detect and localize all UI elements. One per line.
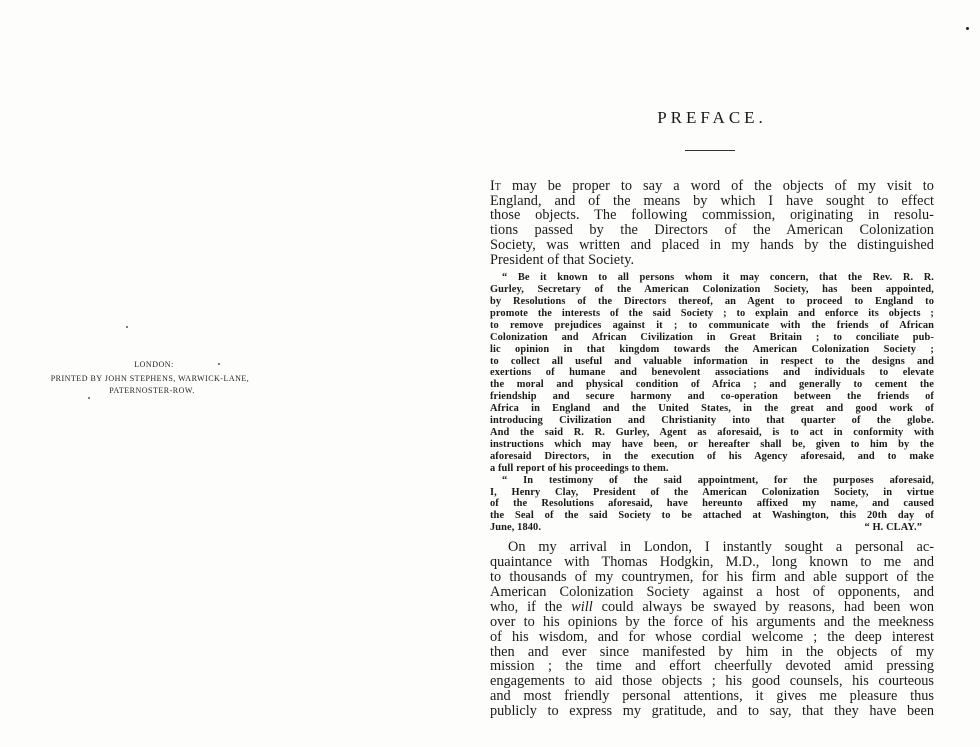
text-line: over to his opinions by the force of his arguments and the meekness [490,614,934,630]
text-line: to thousands of my countrymen, for his firm and able support of the [490,569,934,585]
title-rule [685,150,735,151]
quote-line: And the said R. R. Gurley, Agent as aforesaid, is to act in conformity with [490,427,934,438]
text-line: and most friendly personal attentions, it gives me pleasure thus [490,689,934,705]
colophon-street: PATERNOSTER-ROW. [109,386,195,395]
commission-quote [490,272,934,534]
text-line: engagements to aid those objects ; his good counsels, his courteous [490,674,934,690]
text-line: American Colonization Society against a host of opponents, and [490,584,934,600]
quote-line: Africa in England and the United States, in the great and good work of [490,403,934,415]
text-line: mission ; the time and effort cheerfully devoted amid pressing [490,659,934,675]
preface-title: PREFACE. [657,108,767,127]
quote-line: exertions of humane and benevolent associations and individuals to elevate [490,367,934,379]
page-speck [966,27,969,30]
quote-line: Gurley, Secretary of the American Colonization Society, has been appointed, [490,284,934,296]
quote-line: a full report of his proceedings to them. [490,462,669,474]
quote-line: Colonization and African Civilization in Great Britain ; to conciliate pub- [490,331,934,343]
text-line: It may be proper to say a word of the objects of my visit to [490,179,934,194]
quote-line: the Seal of the said Society to be attached at Washington, this 20th day of [490,510,934,522]
quote-line: I, Henry Clay, President of the American Colonization Society, in virtue [490,486,934,498]
quote-line: friendship and secure harmony and co-operation between the friends of [490,391,934,403]
quote-line: to remove prejudices against it ; to communicate with the friends of African [490,319,934,331]
quote-closing-line [490,522,934,534]
colophon-place: LONDON: [134,360,174,369]
text-line: those objects. The following commission, originating in resolu- [490,208,934,224]
quote-line: lic opinion in that kingdom towards the American Colonization Society ; [490,343,934,355]
quote-date: June, 1840. [490,522,542,534]
page-speck [126,326,128,328]
quote-line: “ Be it known to all persons whom it may concern, that the Rev. R. R. [502,272,934,284]
text-line: of his wisdom, and for whose cordial welcome ; the deep interest [490,629,934,645]
quote-line: introducing Civilization and Christianity into that quarter of the globe. [490,415,934,427]
text-line: England, and of the means by which I have sought to effect [490,193,934,209]
page-speck [88,397,90,399]
quote-line: aforesaid Directors, in the execution of his Agency aforesaid, and to make [490,450,934,462]
quote-line: to collect all useful and valuable information in respect to the designs and [490,355,934,367]
text-line: quaintance with Thomas Hodgkin, M.D., long known to me and [490,555,934,570]
quote-line: instructions which may have been, or hereafter shall be, given to him by the [490,438,934,450]
intro-paragraph [490,179,934,267]
quote-line: of the Resolutions aforesaid, have hereunto affixed my name, and caused [490,498,934,510]
text-line: President of that Society. [490,252,635,268]
text-line: then and ever since manifested by him in the objects of my [490,644,934,660]
text-line: tions passed by the Directors of the American Colonization [490,223,934,238]
quote-line: by Resolutions of the Directors thereof, an Agent to proceed to England to [490,296,934,308]
left-page [0,0,300,747]
right-page [470,0,980,747]
opening-word: It [490,179,501,194]
text-line: who, if the will could always be swayed by reasons, had been won [490,599,934,615]
quote-line: promote the interests of the said Society ; to explain and enforce its objects ; [490,307,934,319]
quote-line: the moral and physical condition of Africa ; and generally to cement the [490,379,934,391]
text-line: publicly to express my gratitude, and to say, that they have been [490,704,934,720]
preface-text [490,179,934,719]
text-line: On my arrival in London, I instantly sought a personal ac- [508,540,934,556]
text-line: Society, was written and placed in my hands by the distinguished [490,237,934,253]
quote-signature: “ H. CLAY.” [864,522,922,534]
body-paragraph [490,540,934,719]
colophon-printer: PRINTED BY JOHN STEPHENS, WARWICK-LANE, [50,374,250,383]
quote-line: “ In testimony of the said appointment, for the purposes aforesaid, [502,474,934,486]
emphasis-will: will [571,599,593,615]
